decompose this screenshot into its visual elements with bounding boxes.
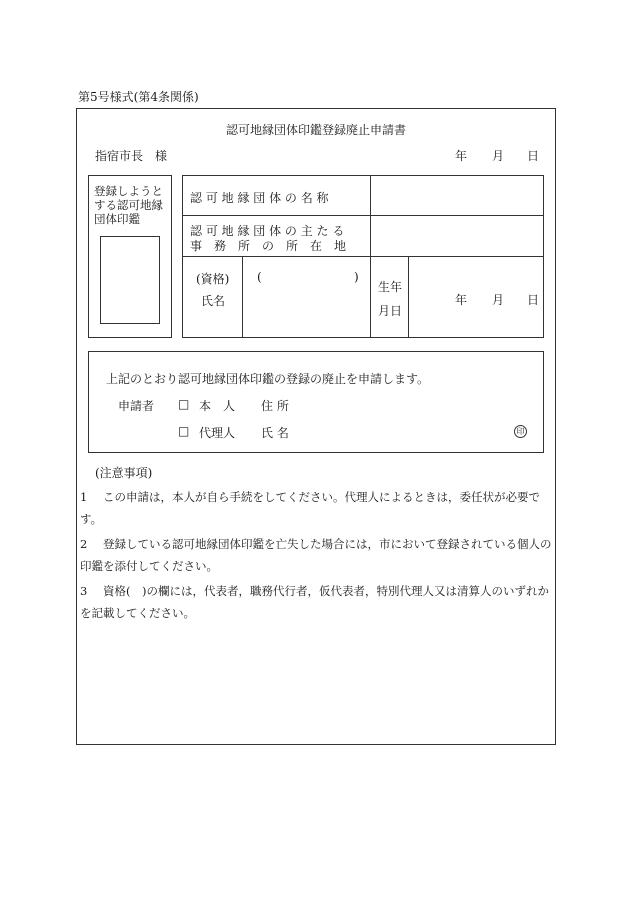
birth-month: 月	[492, 293, 505, 307]
table-qualification-divider	[242, 256, 243, 338]
org-name-field[interactable]	[372, 177, 542, 213]
table-birth-divider-left	[370, 256, 371, 338]
application-box	[88, 351, 544, 453]
note-text: 登録している認可地縁団体印鑑を亡失した場合には，市において登録されている個人の印鑑を添付してください。	[80, 537, 552, 573]
application-statement: 上記のとおり認可地縁団体印鑑の登録の廃止を申請します。	[106, 372, 430, 386]
seal-mark-icon: 印	[514, 425, 527, 438]
table-row-divider-1	[182, 215, 544, 216]
office-address-field[interactable]	[372, 217, 542, 254]
org-name-label: 認 可 地 縁 団 体 の 名 称	[190, 191, 329, 205]
table-birth-divider-right	[408, 256, 409, 338]
table-row-divider-2	[182, 256, 544, 257]
birth-day: 日	[527, 293, 540, 307]
addressee: 指宿市長 様	[95, 149, 168, 163]
note-number: 3	[80, 584, 88, 598]
name-label: 氏 名	[261, 426, 289, 440]
birth-label-line1: 生年	[378, 280, 403, 294]
date-year: 年	[455, 149, 468, 163]
seal-label-line1: 登録しようと	[94, 184, 163, 198]
person-name-field[interactable]	[246, 290, 366, 334]
self-checkbox[interactable]: □	[178, 397, 190, 411]
office-label-line1: 認 可 地 縁 団 体 の 主 た る	[190, 224, 345, 238]
qualification-paren-close: )	[354, 270, 359, 284]
note-item-1	[80, 486, 555, 530]
birth-year: 年	[455, 293, 468, 307]
note-number: 1	[80, 490, 88, 504]
note-text: この申請は，本人が自ら手続をしてください。代理人によるときは，委任状が必要です。	[80, 490, 540, 526]
agent-checkbox[interactable]: □	[178, 424, 190, 438]
self-label: 本 人	[199, 399, 236, 413]
applicant-label: 申請者	[118, 399, 155, 413]
qualification-paren-open: (	[257, 270, 262, 284]
seal-label-line3: 団体印鑑	[94, 212, 140, 226]
date-day: 日	[527, 149, 540, 163]
note-item-3	[80, 580, 555, 624]
qualification-label: (資格)	[196, 272, 230, 286]
birth-label-line2: 月日	[378, 304, 403, 318]
seal-imprint-area[interactable]	[100, 236, 160, 324]
date-month: 月	[492, 149, 505, 163]
qualification-field[interactable]	[262, 266, 350, 284]
address-label: 住 所	[261, 399, 289, 413]
form-title: 認可地縁団体印鑑登録廃止申請書	[226, 123, 407, 137]
office-label-line2: 事 務 所 の 所 在 地	[190, 239, 347, 253]
note-number: 2	[80, 537, 88, 551]
note-text: 資格( )の欄には，代表者，職務代行者，仮代表者，特別代理人又は清算人のいずれかを記載してください。	[80, 584, 549, 620]
seal-label-line2: する認可地縁	[94, 198, 163, 212]
agent-label: 代理人	[199, 426, 236, 440]
form-number: 第5号様式(第4条関係)	[78, 90, 199, 104]
person-name-label: 氏名	[201, 294, 226, 308]
table-label-divider	[370, 175, 371, 256]
notes-heading: (注意事項)	[95, 466, 153, 480]
note-item-2	[80, 533, 555, 577]
